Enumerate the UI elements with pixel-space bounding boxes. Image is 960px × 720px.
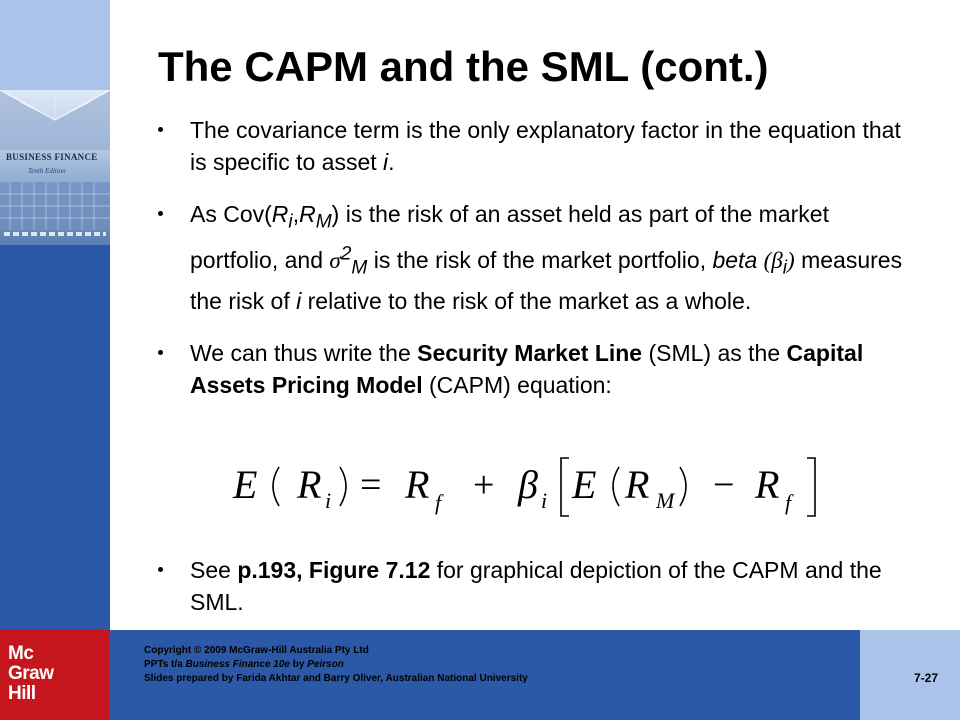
eq-R: R (625, 462, 650, 507)
eq-E: E (572, 462, 597, 507)
logo-line: Mc (8, 643, 34, 664)
bullet-text: We can thus write the Security Market Line (SML) as the Capital Assets Pricing Model (CAPM) equation: (190, 339, 864, 398)
eq-paren-left (613, 467, 619, 506)
eq-paren-left (273, 467, 279, 506)
footer-line: Copyright © 2009 McGraw-Hill Australia Pty Ltd (144, 645, 369, 656)
book-cover-title: BUSINESS FINANCE (6, 152, 98, 162)
page-number: 7-27 (913, 671, 938, 685)
bullet-dot-icon (158, 127, 163, 132)
eq-plus: + (473, 464, 495, 506)
footer-page-box (860, 630, 960, 720)
footer-bar (110, 630, 860, 720)
bullet-item (150, 554, 920, 618)
footer-copyright (144, 644, 528, 686)
eq-subscript: i (325, 488, 332, 513)
logo-line: Hill (8, 683, 36, 704)
eq-E: E (233, 462, 258, 507)
mcgraw-hill-logo (0, 630, 110, 720)
bullet-text: See p.193, Figure 7.12 for graphical depiction of the CAPM and the SML. (190, 557, 882, 615)
eq-bracket-right (807, 458, 815, 516)
sidebar-bottom-panel (0, 245, 110, 630)
eq-bracket-left (561, 458, 569, 516)
book-cover-authors-strip (4, 232, 106, 236)
eq-beta: β (518, 462, 538, 507)
eq-equals: = (360, 464, 382, 506)
book-cover-image (0, 90, 110, 245)
eq-subscript: f (785, 490, 792, 515)
bullet-text: The covariance term is the only explanatory factor in the equation that is specific to asset i. (190, 117, 901, 175)
eq-minus: − (713, 464, 735, 506)
eq-subscript: M (656, 488, 675, 513)
bullet-text: As $Cov(R_i,R_M)$ is the risk of an asset held as part of the market portfolio, and $\sigma^2_M$ is the risk of the market portfolio, beta $(\beta_i)$ measures the risk of i relative to the risk of the market as a whole. (190, 201, 903, 314)
bullet-item (150, 337, 920, 401)
logo-line: Graw (8, 663, 54, 684)
bullet-item (150, 198, 920, 317)
bullet-dot-icon (158, 350, 163, 355)
footer-line: Slides prepared by Farida Akhtar and Barry Oliver, Australian National University (144, 673, 528, 684)
capm-equation (225, 448, 825, 528)
eq-R: R (405, 462, 430, 507)
eq-paren-right (680, 467, 686, 506)
eq-subscript: f (435, 490, 442, 515)
bullet-item (150, 114, 920, 178)
eq-paren-right (340, 467, 346, 506)
bullet-dot-icon (158, 211, 163, 216)
book-cover-subtitle: Tenth Edition (28, 167, 66, 175)
eq-subscript: i (541, 488, 548, 513)
sidebar-top-panel (0, 0, 110, 90)
slide-title: The CAPM and the SML (cont.) (158, 43, 769, 90)
bullet-dot-icon (158, 567, 163, 572)
eq-R: R (755, 462, 780, 507)
slide-content (150, 114, 920, 421)
eq-R: R (297, 462, 322, 507)
footer-line: PPTs t/a Business Finance 10e by Peirson (144, 659, 344, 670)
slide-content-bottom (150, 554, 920, 638)
